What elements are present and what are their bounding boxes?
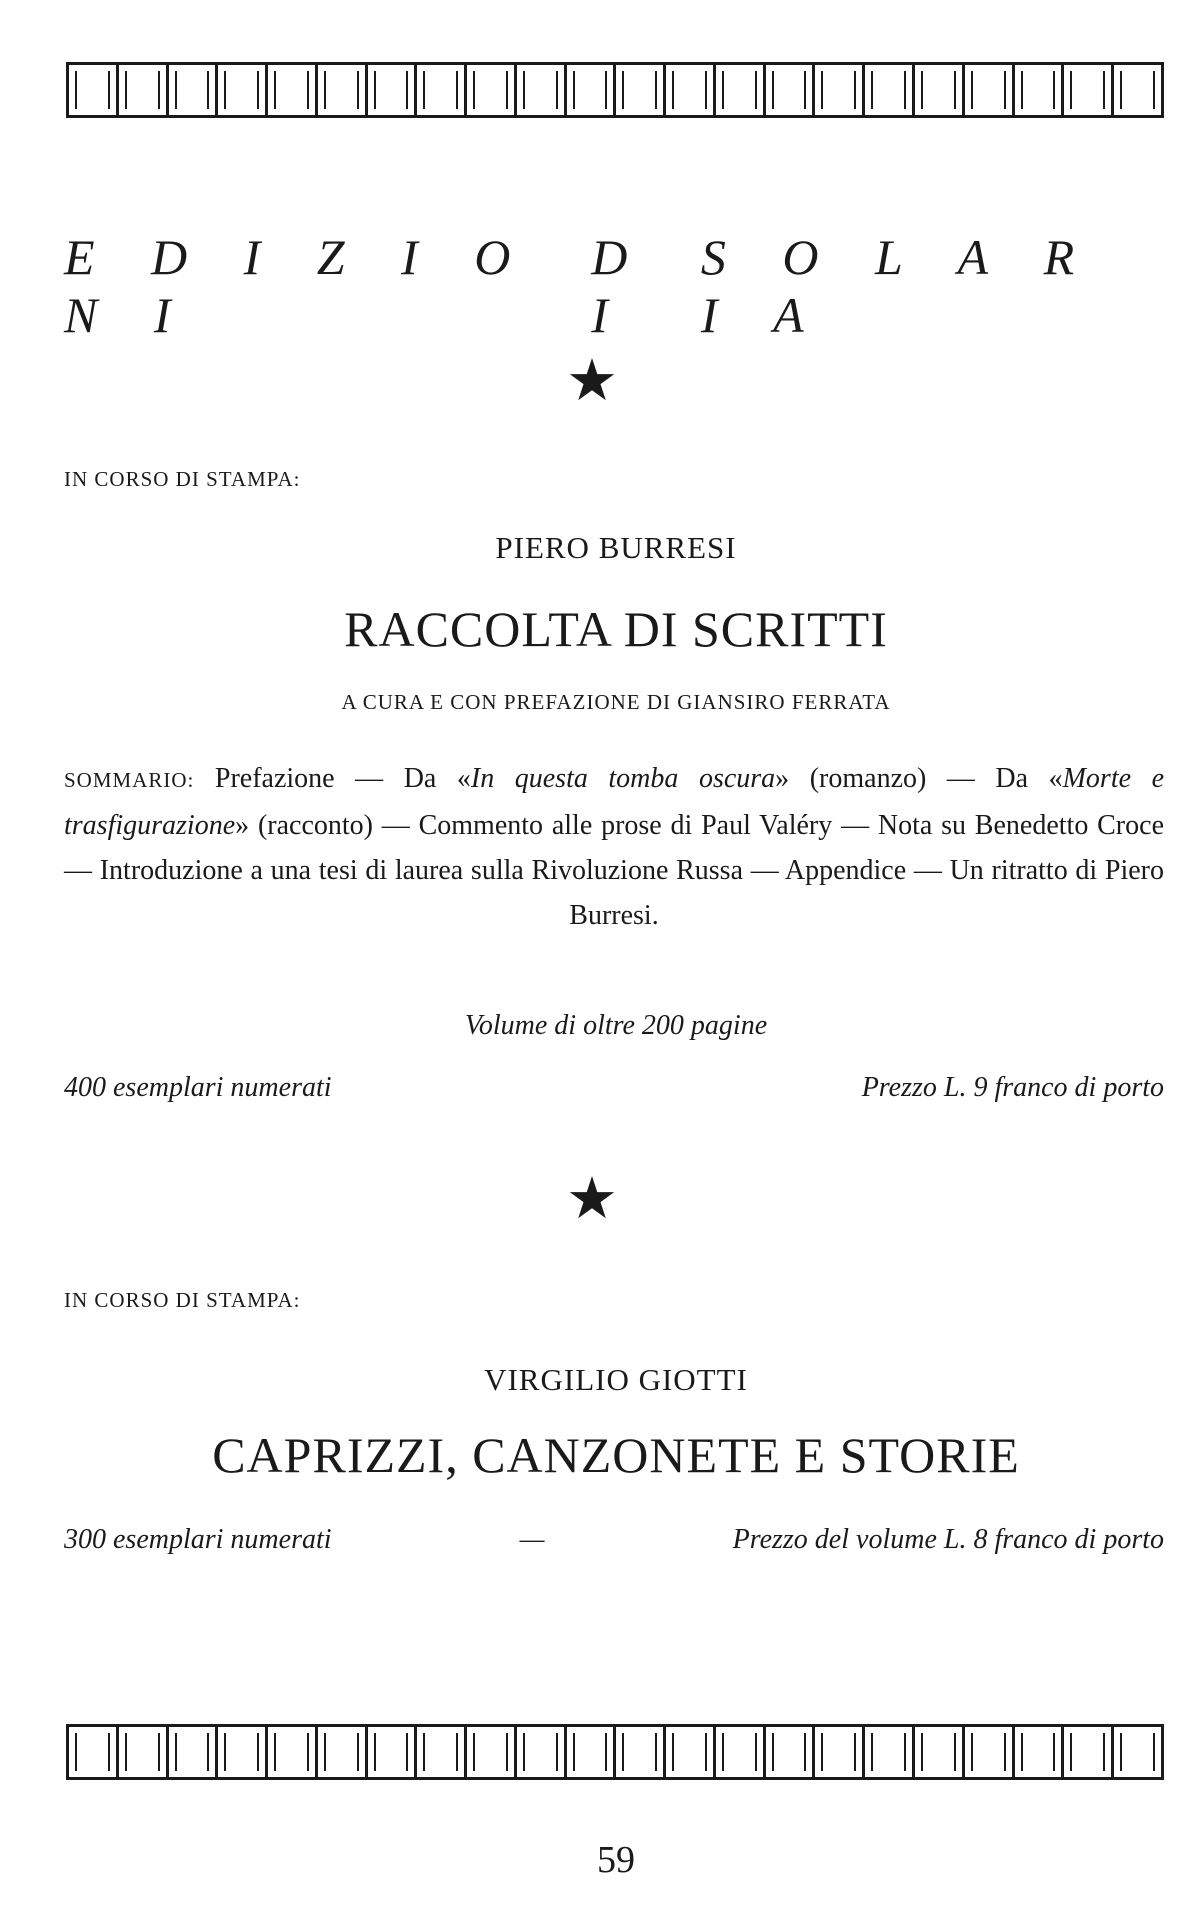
publisher-word: S O L A R I A — [700, 229, 1097, 343]
book2-copies: 300 esemplari numerati — [64, 1524, 332, 1555]
summary-italic: Morte e trasfigurazione — [64, 763, 1165, 841]
summary-label: SOMMARIO: — [64, 768, 195, 792]
publisher-heading — [64, 228, 1164, 344]
book1-editor — [24, 690, 1184, 715]
star-icon: ★ — [566, 348, 618, 413]
book2-author: VIRGILIO GIOTTI — [484, 1362, 748, 1397]
book2-details — [64, 1524, 1164, 1556]
book1-volume: Volume di oltre 200 pagine — [464, 1010, 768, 1041]
book1-copies: 400 esemplari numerati — [64, 1072, 332, 1103]
status-label: IN CORSO DI STAMPA: — [64, 1288, 301, 1312]
book1-price: Prezzo L. 9 franco di porto — [861, 1072, 1164, 1103]
summary-text: Prefazione — Da « — [194, 763, 471, 794]
ornamental-border-bottom — [66, 1724, 1164, 1780]
book1-author: PIERO BURRESI — [495, 530, 737, 565]
separator-dash: — — [519, 1524, 545, 1555]
publisher-word: E D I Z I O N I — [64, 229, 533, 343]
editor-name: GIANSIRO FERRATA — [677, 690, 891, 714]
star-icon: ★ — [566, 1166, 618, 1231]
summary-italic: In questa tomba oscura — [470, 763, 776, 794]
book1-title: RACCOLTA DI SCRITTI — [344, 601, 888, 657]
page-number: 59 — [597, 1839, 635, 1881]
book1-summary — [64, 756, 1164, 938]
book2-title: CAPRIZZI, CANZONETE E STORIE — [212, 1427, 1020, 1483]
editor-prefix: A CURA E CON PREFAZIONE DI — [341, 690, 672, 714]
ornamental-border-top — [66, 62, 1164, 118]
publisher-word: D I — [591, 229, 650, 343]
book2-price: Prezzo del volume L. 8 franco di porto — [732, 1524, 1164, 1555]
summary-text: » (racconto) — Commento alle prose di Paul Valéry — Nota su Benedetto Croce — Introduzione a una tesi di laurea sulla Rivoluzione Russa — Appendice — Un ritratto di Piero Burresi. — [64, 810, 1164, 931]
status-label: IN CORSO DI STAMPA: — [64, 467, 301, 491]
summary-text: » (romanzo) — Da « — [775, 763, 1063, 794]
